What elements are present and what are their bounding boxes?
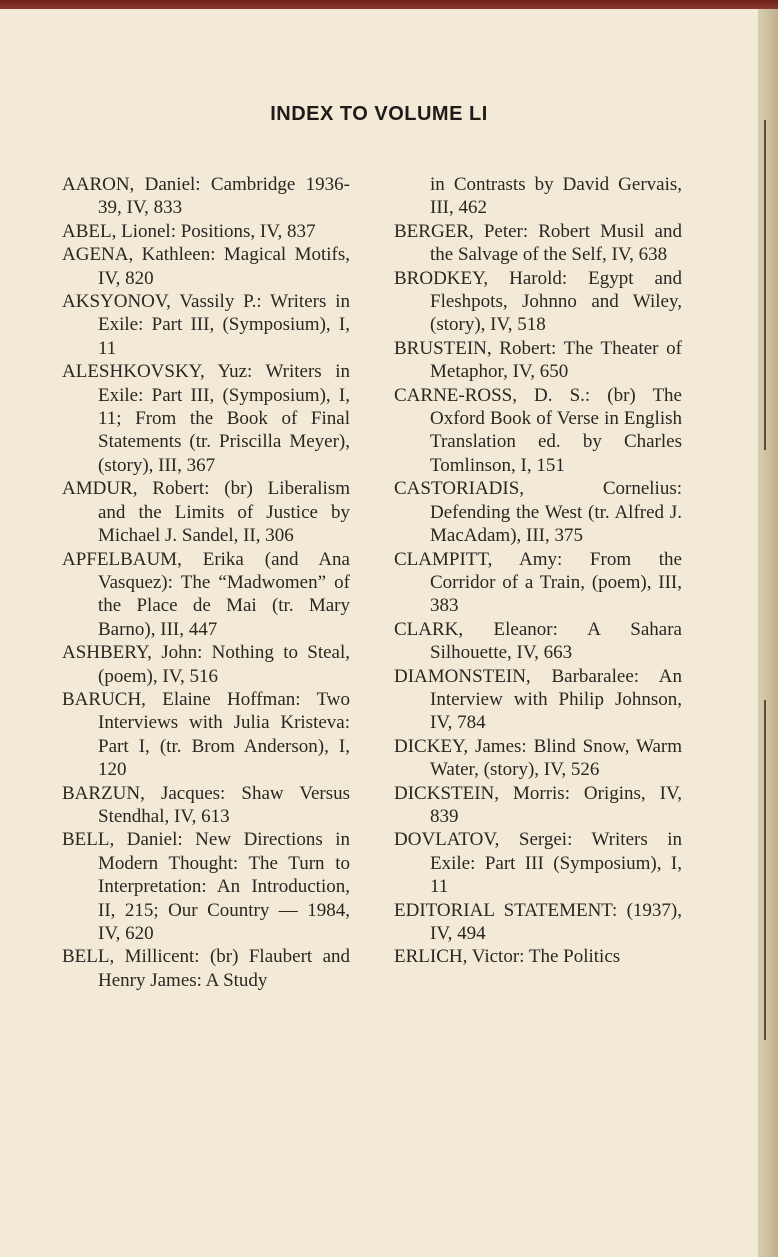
- index-entry: AARON, Daniel: Cambridge 1936-39, IV, 833: [62, 174, 350, 219]
- index-entry: AGENA, Kathleen: Magical Motifs, IV, 820: [62, 244, 350, 289]
- index-entry: ASHBERY, John: Nothing to Steal, (poem), IV, 516: [62, 642, 350, 687]
- index-entry: EDITORIAL STATEMENT: (1937), IV, 494: [394, 899, 682, 944]
- index-entry: CARNE-ROSS, D. S.: (br) The Oxford Book of Verse in English Translation ed. by Charles Tomlinson, I, 151: [394, 384, 682, 476]
- index-entry: AMDUR, Robert: (br) Liberalism and the Limits of Justice by Michael J. Sandel, II, 306: [62, 478, 350, 547]
- index-entry: BRODKEY, Harold: Egypt and Fleshpots, Johnno and Wiley, (story), IV, 518: [394, 267, 682, 336]
- index-entry-continuation: in Contrasts by David Gervais, III, 462: [430, 174, 682, 219]
- index-entry: DOVLATOV, Sergei: Writers in Exile: Part III (Symposium), I, 11: [394, 829, 682, 898]
- index-entry: DIAMONSTEIN, Barbaralee: An Interview with Philip Johnson, IV, 784: [394, 665, 682, 734]
- edge-mark: [764, 120, 766, 450]
- index-entry: CLARK, Eleanor: A Sahara Silhouette, IV, 663: [394, 618, 682, 664]
- index-entry: AKSYONOV, Vassily P.: Writers in Exile: Part III, (Symposium), I, 11: [62, 291, 350, 359]
- index-entry: BRUSTEIN, Robert: The Theater of Metaphor, IV, 650: [394, 337, 682, 383]
- index-entry: DICKSTEIN, Morris: Origins, IV, 839: [394, 782, 682, 827]
- edge-mark: [764, 700, 766, 1040]
- index-entry: ALESHKOVSKY, Yuz: Writers in Exile: Part III, (Symposium), I, 11; From the Book of Final Statements (tr. Priscilla Meyer), (story), III, 367: [62, 361, 350, 476]
- index-entry: ABEL, Lionel: Positions, IV, 837: [62, 220, 316, 242]
- index-entry: BELL, Daniel: New Directions in Modern Thought: The Turn to Interpretation: An Introduction, II, 215; Our Country — 1984, IV, 620: [62, 829, 350, 944]
- index-entry: BELL, Millicent: (br) Flaubert and Henry James: A Study: [62, 946, 350, 991]
- index-entry: CLAMPITT, Amy: From the Corridor of a Train, (poem), III, 383: [394, 548, 682, 617]
- index-entry: DICKEY, James: Blind Snow, Warm Water, (story), IV, 526: [394, 735, 682, 781]
- page-edge: [758, 9, 778, 1257]
- index-entry: BARZUN, Jacques: Shaw Versus Stendhal, IV, 613: [62, 782, 350, 827]
- right-column: [394, 173, 682, 969]
- index-entry: ERLICH, Victor: The Politics: [394, 946, 621, 968]
- index-entry: BARUCH, Elaine Hoffman: Two Interviews with Julia Kristeva: Part I, (tr. Brom Anderson), I, 120: [62, 688, 350, 781]
- top-band: [0, 0, 778, 9]
- index-entry: CASTORIADIS, Cornelius: Defending the West (tr. Alfred J. MacAdam), III, 375: [394, 478, 682, 547]
- index-entry: BERGER, Peter: Robert Musil and the Salvage of the Self, IV, 638: [394, 220, 682, 266]
- index-entry: APFELBAUM, Erika (and Ana Vasquez): The “Madwomen” of the Place de Mai (tr. Mary Barno), III, 447: [62, 548, 350, 640]
- left-column: [62, 173, 350, 992]
- page-title: INDEX TO VOLUME LI: [270, 103, 488, 125]
